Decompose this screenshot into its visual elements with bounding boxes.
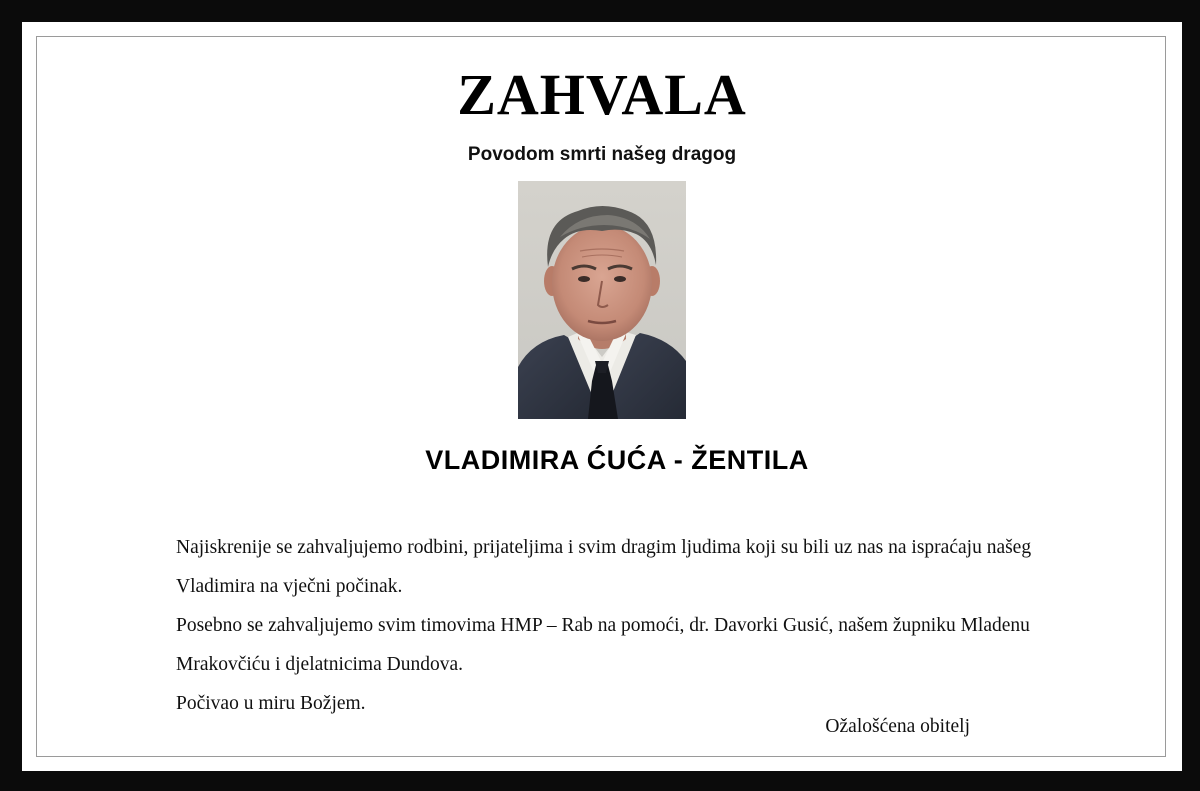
obituary-card	[22, 22, 1182, 771]
notice-title: ZAHVALA	[457, 62, 747, 127]
notice-subtitle: Povodom smrti našeg dragog	[467, 144, 737, 165]
family-signature: Ožalošćena obitelj	[825, 716, 970, 737]
message-paragraph: Počivao u miru Božjem.	[176, 693, 366, 714]
deceased-name: VLADIMIRA ĆUĆA - ŽENTILA	[425, 445, 809, 475]
portrait-photo	[518, 181, 686, 419]
message-paragraph: Posebno se zahvaljujemo svim timovima HMP – Rab na pomoći, dr. Davorki Gusić, našem župniku Mladenu Mrakovčiću i djelatnicima Dundova.	[176, 615, 1030, 675]
message-body	[176, 528, 1036, 723]
message-paragraph: Najiskrenije se zahvaljujemo rodbini, prijateljima i svim dragim ljudima koji su bili uz nas na ispraćaju našeg Vladimira na vječni počinak.	[176, 537, 1032, 597]
